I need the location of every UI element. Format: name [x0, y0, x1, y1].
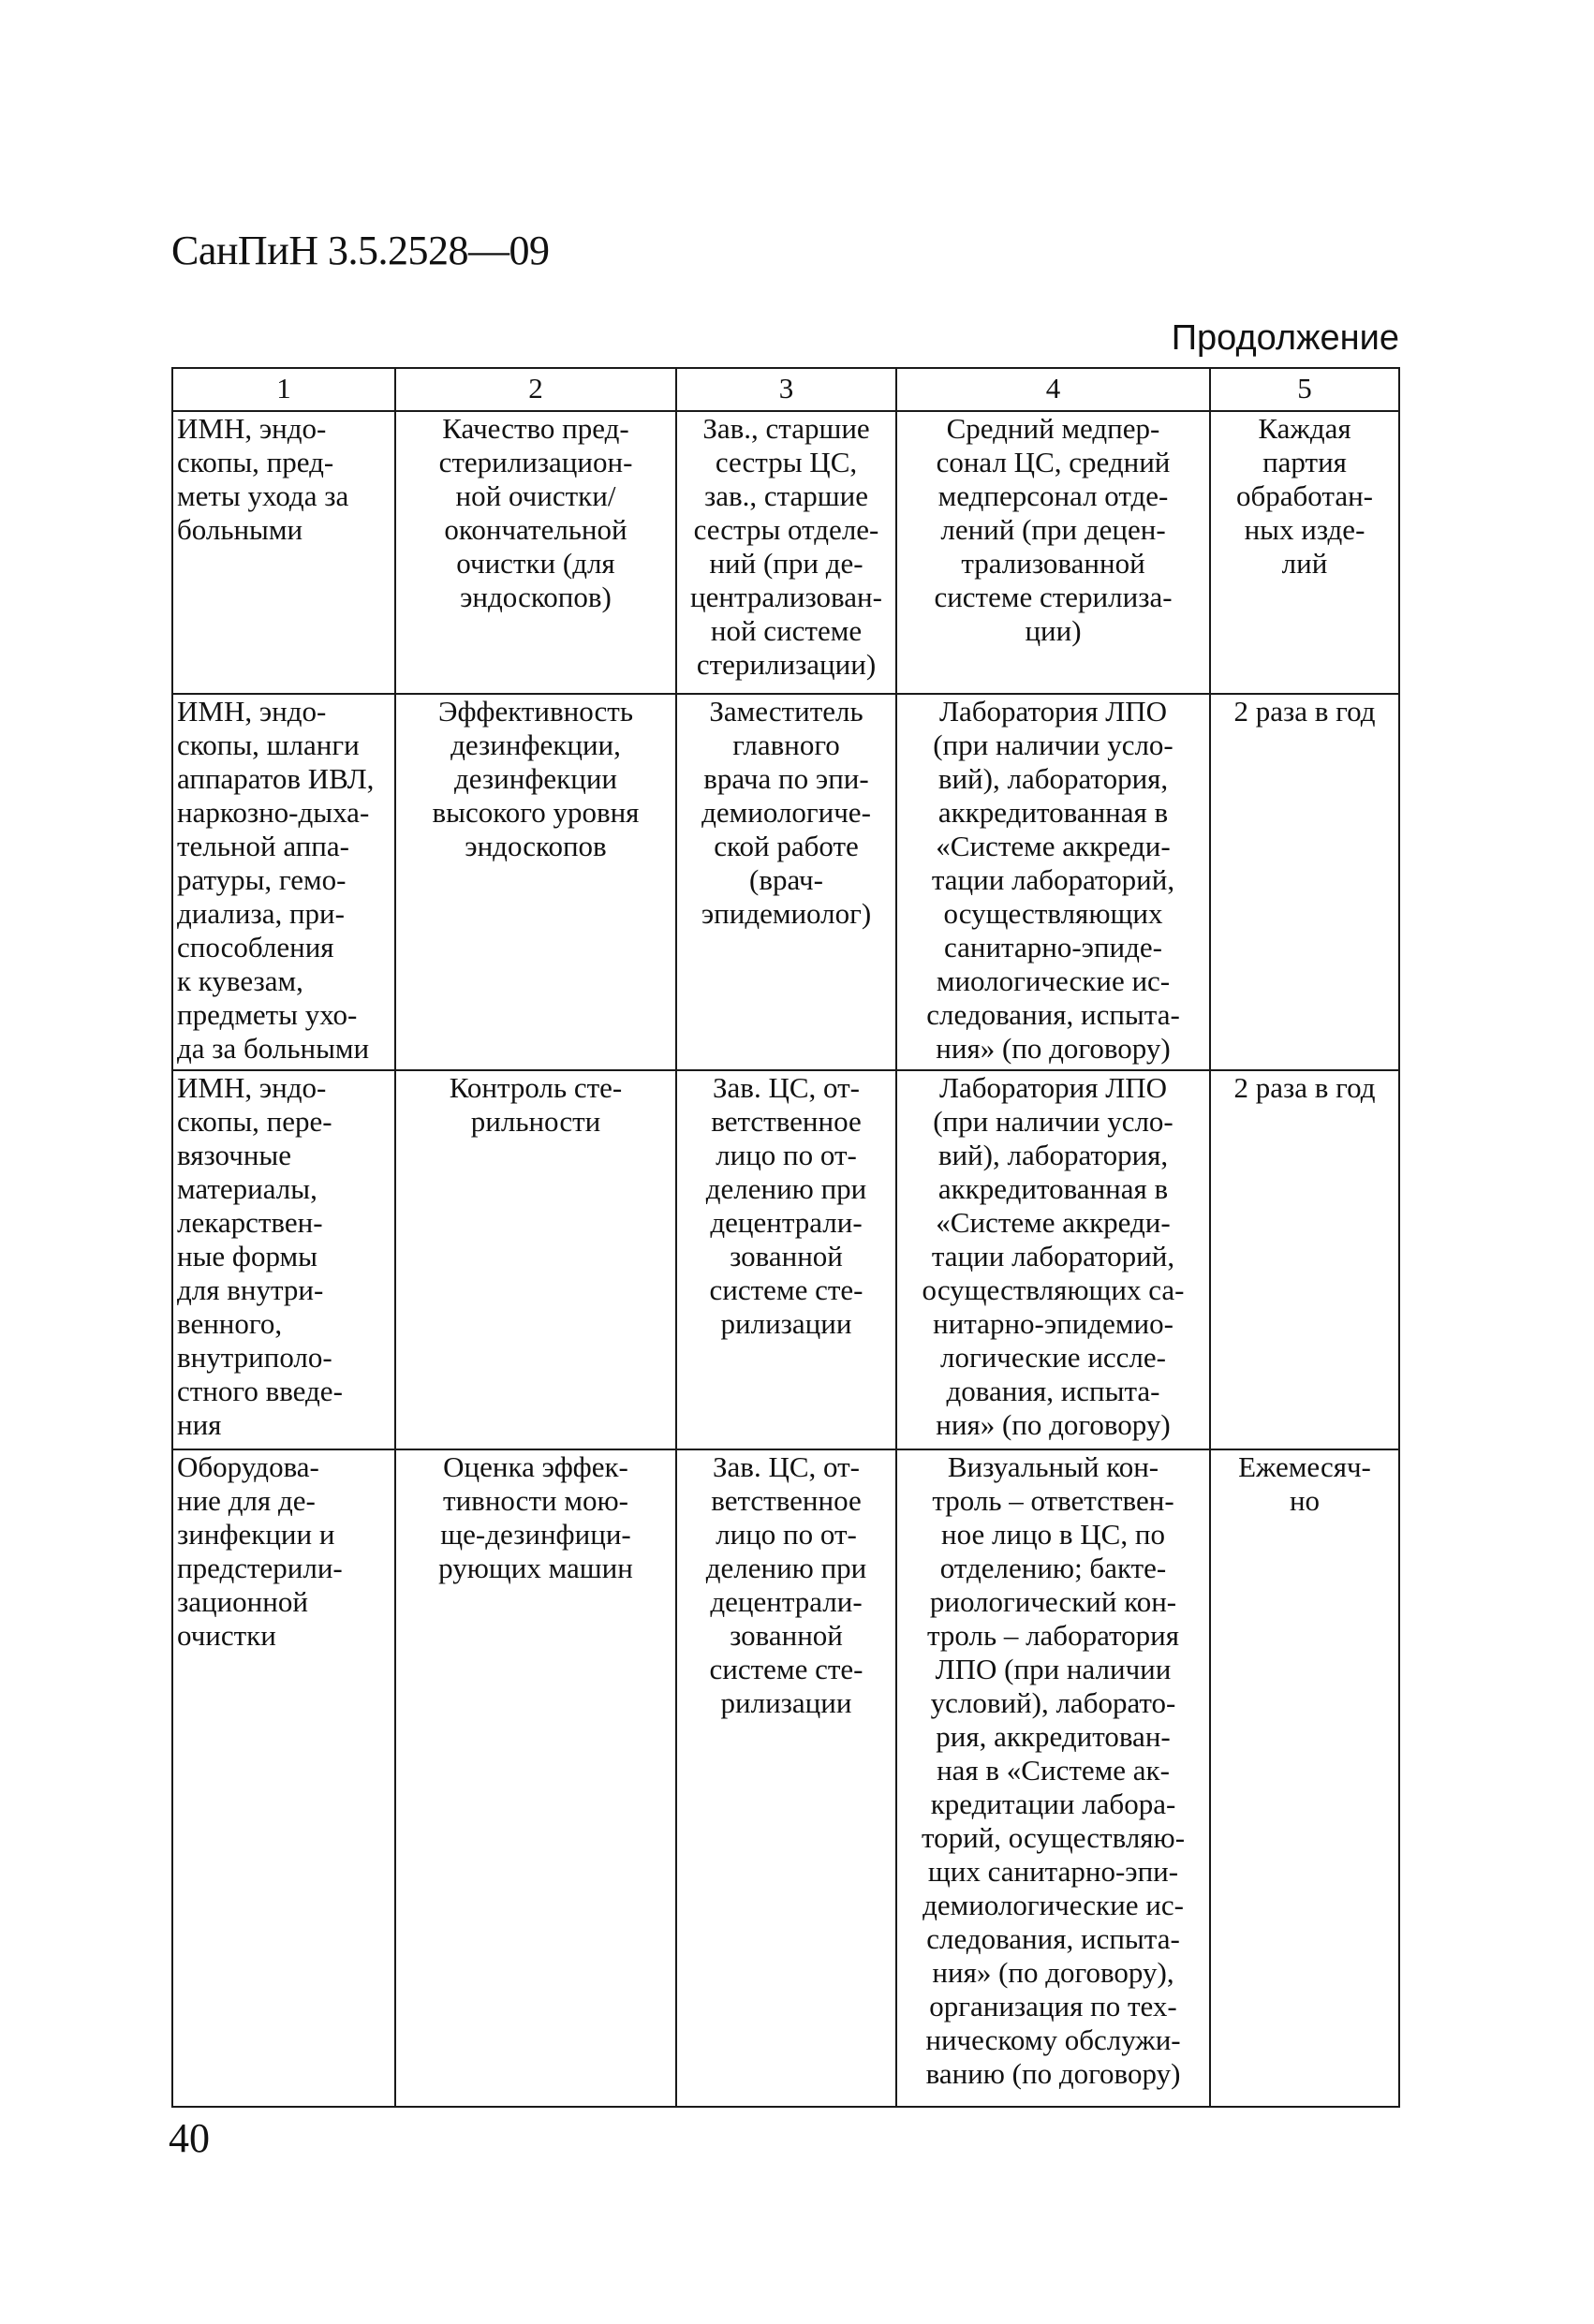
object-cell: Оборудова- ние для де- зинфекции и предстерили- зационной очистки — [172, 1449, 395, 2107]
responsible-cell: Зав. ЦС, от- ветственное лицо по от- делению при децентрали- зованной системе сте- рилизации — [676, 1070, 896, 1449]
table-row — [172, 411, 1399, 694]
indicator-cell: Качество пред- стерилизацион- ной очистки/ окончательной очистки (для эндоскопов) — [395, 411, 676, 694]
document-code: СанПиН 3.5.2528—09 — [171, 228, 550, 273]
page-number: 40 — [169, 2115, 210, 2161]
table-header-row — [172, 368, 1399, 411]
indicator-cell: Контроль сте- рильности — [395, 1070, 676, 1449]
executor-cell: Визуальный кон- троль – ответствен- ное лицо в ЦС, по отделению; бакте- риологический кон- троль – лаборатория ЛПО (при наличии условий), лаборато- рия, аккредитован- ная в «Системе ак- кредитации лабора- торий, осуществляю- щих санитарно-эпи- демиологические ис- следования, испыта- ния» (по договору), организация по тех- ническому обслужи- ванию (по договору) — [896, 1449, 1210, 2107]
frequency-cell: 2 раза в год — [1210, 694, 1399, 1070]
column-number: 1 — [172, 368, 395, 411]
frequency-cell: 2 раза в год — [1210, 1070, 1399, 1449]
responsible-cell: Зав. ЦС, от- ветственное лицо по от- делению при децентрали- зованной системе сте- рилизации — [676, 1449, 896, 2107]
object-cell: ИМН, эндо- скопы, пере- вязочные материалы, лекарствен- ные формы для внутри- венного, внутриполо- стного введе- ния — [172, 1070, 395, 1449]
table-row — [172, 694, 1399, 1070]
executor-cell: Лаборатория ЛПО (при наличии усло- вий), лаборатория, аккредитованная в «Системе аккреди- тации лабораторий, осуществляющих са- нитарно-эпидемио- логические иссле- дования, испыта- ния» (по договору) — [896, 1070, 1210, 1449]
object-cell: ИМН, эндо- скопы, шланги аппаратов ИВЛ, наркозно-дыха- тельной аппа- ратуры, гемо- диализа, при- способления к кувезам, предметы ухо- да за больными — [172, 694, 395, 1070]
continuation-label: Продолжение — [1171, 318, 1399, 358]
column-number: 2 — [395, 368, 676, 411]
responsible-cell: Заместитель главного врача по эпи- демиологиче- ской работе (врач- эпидемиолог) — [676, 694, 896, 1070]
frequency-cell: Ежемесяч- но — [1210, 1449, 1399, 2107]
column-number: 4 — [896, 368, 1210, 411]
control-table — [171, 367, 1400, 2108]
frequency-cell: Каждая партия обработан- ных изде- лий — [1210, 411, 1399, 694]
table-row — [172, 1449, 1399, 2107]
column-number: 3 — [676, 368, 896, 411]
column-number: 5 — [1210, 368, 1399, 411]
indicator-cell: Оценка эффек- тивности мою- ще-дезинфици- рующих машин — [395, 1449, 676, 2107]
responsible-cell: Зав., старшие сестры ЦС, зав., старшие сестры отделе- ний (при де- централизован- ной системе стерилизации) — [676, 411, 896, 694]
table-row — [172, 1070, 1399, 1449]
indicator-cell: Эффективность дезинфекции, дезинфекции высокого уровня эндоскопов — [395, 694, 676, 1070]
object-cell: ИМН, эндо- скопы, пред- меты ухода за больными — [172, 411, 395, 694]
executor-cell: Лаборатория ЛПО (при наличии усло- вий), лаборатория, аккредитованная в «Системе аккреди- тации лабораторий, осуществляющих санитарно-эпиде- миологические ис- следования, испыта- ния» (по договору) — [896, 694, 1210, 1070]
executor-cell: Средний медпер- сонал ЦС, средний медперсонал отде- лений (при децен- трализованной системе стерилиза- ции) — [896, 411, 1210, 694]
